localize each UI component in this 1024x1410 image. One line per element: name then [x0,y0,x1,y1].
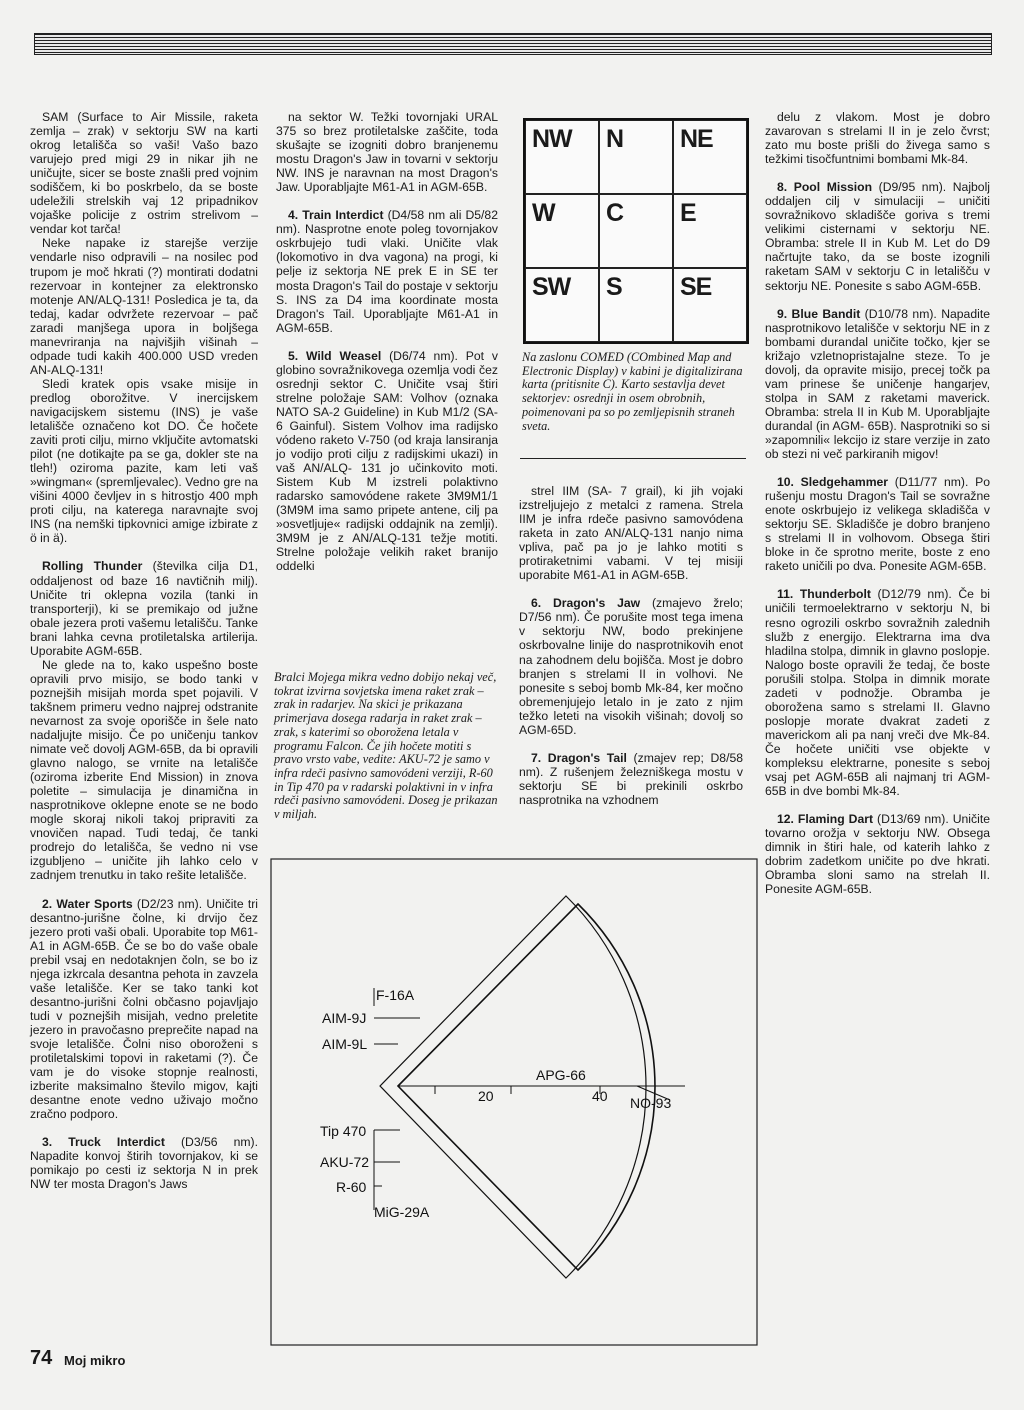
paragraph: 2. Water Sports (D2/23 nm). Uničite tri desantno-jurišne čolne, ki drvijo čez jezero proti vaši obali. Uporabite top M61-A1 in AGM-65B. Če se bo do vaše obale prebil vsaj en nedotaknjen čoln, se bo iz njega izkrcala desantna pehota in zavzela vaše letališče. Ker se tako tanki kot desantno-jurišni čolni občasno pojavljajo tudi v poznejših misijah, vedno preletite jezero in pravočasno preprečite napad na svoje letališče. Čolni niso oboroženi s protiletalskimi topovi in raketami (?). Če vam je do visoke stopnje realnosti, izberite maksimalno število migov, kajti desantne enote vedno uživajo močno zračno podporo. [30,896,258,1122]
sector-cell: C [599,194,673,268]
chart-caption: Bralci Mojega mikra vedno dobijo nekaj več, tokrat izvirna sovjetska imena raket zrak – zrak in radarjev. Na skici je prikazana primerjava dosega radarja in raket zrak – zrak, s katerimi so oborožena letala v programu Falcon. Če jih hočete motiti s pravo vrsto vabe, vedite: AKU-72 je samo v infra rdeči pasivno samovódeni verziji, R-60 in Tip 470 pa v radarski polaktivni in v infra rdeči pasivno samovódeni. Doseg je prikazan v miljah. [274,670,498,822]
mission-title: 9. Blue Bandit [777,306,861,321]
text-column-3 [519,484,743,807]
sector-cell: W [525,194,599,268]
mission-title: 2. Water Sports [42,896,133,911]
text-column-2 [276,110,498,573]
mission-title: 5. Wild Weasel [288,348,382,363]
paragraph: na sektor W. Težki tovornjaki URAL 375 so brez protiletalske zaščite, toda skušajte se izogniti dobro branjenemu mostu Dragon's Jaw in tovarni v sektorju NW. INS je naravnan na most Dragon's Jaw. Uporabljajte M61-A1 in AGM-65B. [276,110,498,195]
label-no93: NO-93 [630,1095,672,1111]
sector-cell: NW [525,120,599,194]
paragraph: 4. Train Interdict (D4/58 nm ali D5/82 nm). Nasprotne enote poleg tovornjakov oskrbujejo tudi vlaki. Uničite vlak (lokomotivo in dva vagona) na progi, ki pelje iz sektorja NE prek E in SE ter mosta Dragon's Tail do postaje v sektorju S. INS za D4 ima koordinate mosta Dragon's Tail. Uporabljajte M61-A1 in AGM-65B. [276,208,498,335]
page-number: 74 [30,1347,53,1369]
mission-title: Rolling Thunder [42,559,143,574]
paragraph: Ne glede na to, kako uspešno boste opravili prvo misijo, se bodo tanki v poznejših misijah morda spet pojavili. V takšnem primeru vedno najprej odstranite nevarnost za svoje oporišče in šele nato nadaljujte misijo. Če po uničenju tankov nimate več dovolj AGM-65B, da bi opravili glavno nalogo, se vrnite na letališče (oziroma izberite End Mission) in znova poletite – simulacija je dinamična in nasprotnikove oklepne enote se ne bodo mogle skoraj nikoli takoj pripraviti za vnovičen napad. Tudi tedaj, če tanki prodrejo do letališča, še vedno ni vse izgubljeno – uničite jih lahko celo v zadnjem trenutku in tako rešite letališče. [30,657,258,883]
magazine-name: Moj mikro [64,1353,126,1368]
label-apg66: APG-66 [536,1067,586,1083]
comed-sector-grid [523,118,749,344]
paragraph: Rolling Thunder (številka cilja D1, oddaljenost od baze 16 navtičnih milj). Uničite tri oklepna vozila (tanki in transporterji), ki se premikajo od južne obale jezera proti vašemu letališču. Tanke brani lahka cevna protiletalska artilerija. Uporabite AGM-65B. [30,559,258,658]
text-column-1 [30,110,258,1191]
paragraph: 12. Flaming Dart (D13/69 nm). Uničite tovarno orožja v sektorju NW. Obsega dimnik in štiri hale, od katerih lahko z dobrim zadetkom uničite po dve hkrati. Obramba sloni samo na strelah II. Ponesite AGM-65B. [765,812,990,897]
text-column-4 [765,110,990,896]
paragraph: 9. Blue Bandit (D10/78 nm). Napadite nasprotnikovo letališče v sektorju NE in z bombami durandal uničite točko, kjer se križajo vzletnopristajalne steze. To je dovolj, da opravite misijo, precej točk pa vam prinese še uničenje hangarjev, stolpa in SAM z raketami maverick. Obramba: strela II in Kub M. Uporabljajte durandal (in AGM- 65B). Nasprotniki so si »zapomnili« lekcijo iz stare verzije in zato ob stezi ni več parkiranih migov! [765,306,990,462]
mission-title: 8. Pool Mission [777,180,873,195]
sector-cell: E [673,194,747,268]
mission-title: 3. Truck Interdict [42,1135,165,1150]
sector-cell: NE [673,120,747,194]
sector-cell: SW [525,268,599,342]
label-r60: R-60 [336,1179,367,1195]
label-f16a: F-16A [376,987,415,1003]
paragraph: Neke napake iz starejše verzije vendarle niso odpravili – na nosilec pod trupom je moč hkrati (?) montirati dodatni rezervoar in kontejner za elektronsko motenje AN/ALQ-131! Posledica je ta, da tedaj, kadar odvržete rezervoar – pač zaradi manjšega upora in boljšega manevriranja na najvišjih višinah – odpade tudi kakih 400.000 USD vreden AN-ALQ-131! [30,236,258,377]
paragraph: strel IIM (SA- 7 grail), ki jih vojaki izstreljujejo z metalci z ramena. Strela IIM je infra rdeče pasivno samovódena raketa in zato AN/ALQ-131 nanjo nima vpliva, pač pa jo je lahko motiti s protiraketnimi vabami. V tej misiji uporabite M61-A1 in AGM-65B. [519,484,743,583]
paragraph: 8. Pool Mission (D9/95 nm). Najbolj oddaljen cilj v simulaciji – uničiti sovražnikovo skladišče goriva s tremi velikimi cisternami v sektorju NE. Obramba: strele II in Kub M. Let do D9 načrtujte tako, da se boste izognili raketam SAM v sektorju C in letališču v sektorju NE. Ponesite s sabo AGM-65B. [765,180,990,293]
grid-caption: Na zaslonu COMED (COmbined Map and Electronic Display) v kabini je digitalizirana karta (pritisnite C). Karto sestavlja devet sektorjev: osrednji in osem obrobnih, poimenovani pa so po zemljepisnih straneh sveta. [522,350,743,433]
mission-title: 11. Thunderbolt [777,587,871,602]
paragraph: 5. Wild Weasel (D6/74 nm). Pot v globino sovražnikovega ozemlja vodi čez osrednji sektor C. Uničite vsaj štiri strelne položaje SAM: Volhov (oznaka NATO SA-2 Guideline) in Kub M1/2 (SA-6 Gainful). Sistem Volhov ima radijsko vódeno raketo V-750 (od kraja lansiranja jo vodijo proti cilju z radijskimi ukazi) in vaš AN/ALQ- 131 jo učinkovito moti. Sistem Kub M izstreli polaktivno radarsko samovódene rakete 3M9M1/1 (3M9M ima samo pripete antene, cilj pa »osvetljuje« radijski oddajnik na zemlji). 3M9M je z AN/ALQ-131 težje motiti. Strelne položaje velikih raket branijo oddelki [276,348,498,574]
tick-20: 20 [478,1088,494,1104]
label-mig29a: MiG-29A [374,1204,430,1220]
paragraph: SAM (Surface to Air Missile, raketa zemlja – zrak) v sektorju SW na karti okrog letališča so vaši! Vašo bazo varujejo pred migi 29 in nikar jih ne uničujte, sicer se boste znašli pred vojnim sodiščem, ki bo poskrbelo, da se boste udeležili strelskih vaj 12 pripadnikov vojaške policije z ostrim strelivom – vendar kot tarča! [30,110,258,237]
paragraph: Sledi kratek opis vsake misije in predlog oborožitve. V inercijskem navigacijskem sistemu (INS) je vaše letališče označeno kot DO. Če hočete zaviti proti cilju, mirno vključite avtomatski pilot (ne dotikajte pa se ga, dokler ste na tleh!) oziroma pazite, kam leti vaš »wingman« (spremljevalec). Vedno gre na višini 4000 čevljev in s hitrostjo 400 mph proti cilju, na katerega naravnajte svoj INS (na nemški tipkovnici amige izbirate z ö in ä). [30,376,258,546]
sector-cell: S [599,268,673,342]
tick-40: 40 [592,1088,608,1104]
header-rule [34,33,992,55]
label-aim9j: AIM-9J [322,1010,367,1026]
mission-title: 7. Dragon's Tail [531,750,627,765]
paragraph: 7. Dragon's Tail (zmajev rep; D8/58 nm). Z rušenjem železniškega mostu v sektorju SE bi prekinili oskrbo nasprotnika na vzhodnem [519,750,744,807]
paragraph: 3. Truck Interdict (D3/56 nm). Napadite konvoj štirih tovornjakov, ki se pomikajo po cesti iz sektorja N in prek NW ter mosta Dragon's Jaws [30,1135,259,1192]
label-aku72: AKU-72 [320,1154,370,1170]
paragraph: delu z vlakom. Most je dobro zavarovan s strelami II in je zelo čvrst; zato mu boste prišli do živega samo s težkimi tisočfuntnimi bombami Mk-84. [765,110,990,167]
paragraph: 10. Sledgehammer (D11/77 nm). Po rušenju mostu Dragon's Tail se sovražne enote oskrbujejo iz velikega skladišča v sektorju SE. Skladišče je dobro branjeno s strelami II in volhovom. Obsega štiri bloke in če sprotno merite, boste z eno raketo uničili po dva. Ponesite AGM-65B. [765,475,990,574]
paragraph: 11. Thunderbolt (D12/79 nm). Če bi uničili termoelektrarno v sektorju N, bi resno ogrozili oskrbo sovražnih zalednih služb z energijo. Elektrarna ima dva hladilna stolpa, dimnik in glavno poslopje. Nalogo boste opravili že tedaj, če boste porušili stolpa. Stolpa in dimnik morate zadeti v podnožje. Obramba je oborožena samo s strelami II. Glavno poslopje morate dvakrat zadeti z maverickom ali pa nanj vreči dve Mk-84. Če hočete uničiti vse objekte v kompleksu elektrarne, ponesite s seboj vsaj pet AGM-65B ali najmanj tri AGM-65B in dve bombi Mk-84. [765,587,991,799]
sector-cell: SE [673,268,747,342]
label-aim9l: AIM-9L [322,1036,368,1052]
mission-title: 10. Sledgehammer [777,475,889,490]
mission-title: 4. Train Interdict [288,208,384,223]
radar-range-diagram [270,858,760,1348]
grid-caption-rule [520,458,746,459]
label-tip470: Tip 470 [320,1123,367,1139]
mission-title: 12. Flaming Dart [777,812,874,827]
mission-title: 6. Dragon's Jaw [531,596,641,611]
sector-cell: N [599,120,673,194]
paragraph: 6. Dragon's Jaw (zmajevo žrelo; D7/56 nm). Če porušite most tega imena v sektorju NW, bodo prekinjene oskrbovalne linije do nasprotnikovih enot na zahodnem delu bojišča. Most je dobro branjen s strelami II in volhovi. Ne ponesite s seboj bomb Mk-84, ker močno obremenjujejo letalo in je zato z njim težko leteti na visokih višinah; dovolj so AGM-65D. [519,596,744,737]
